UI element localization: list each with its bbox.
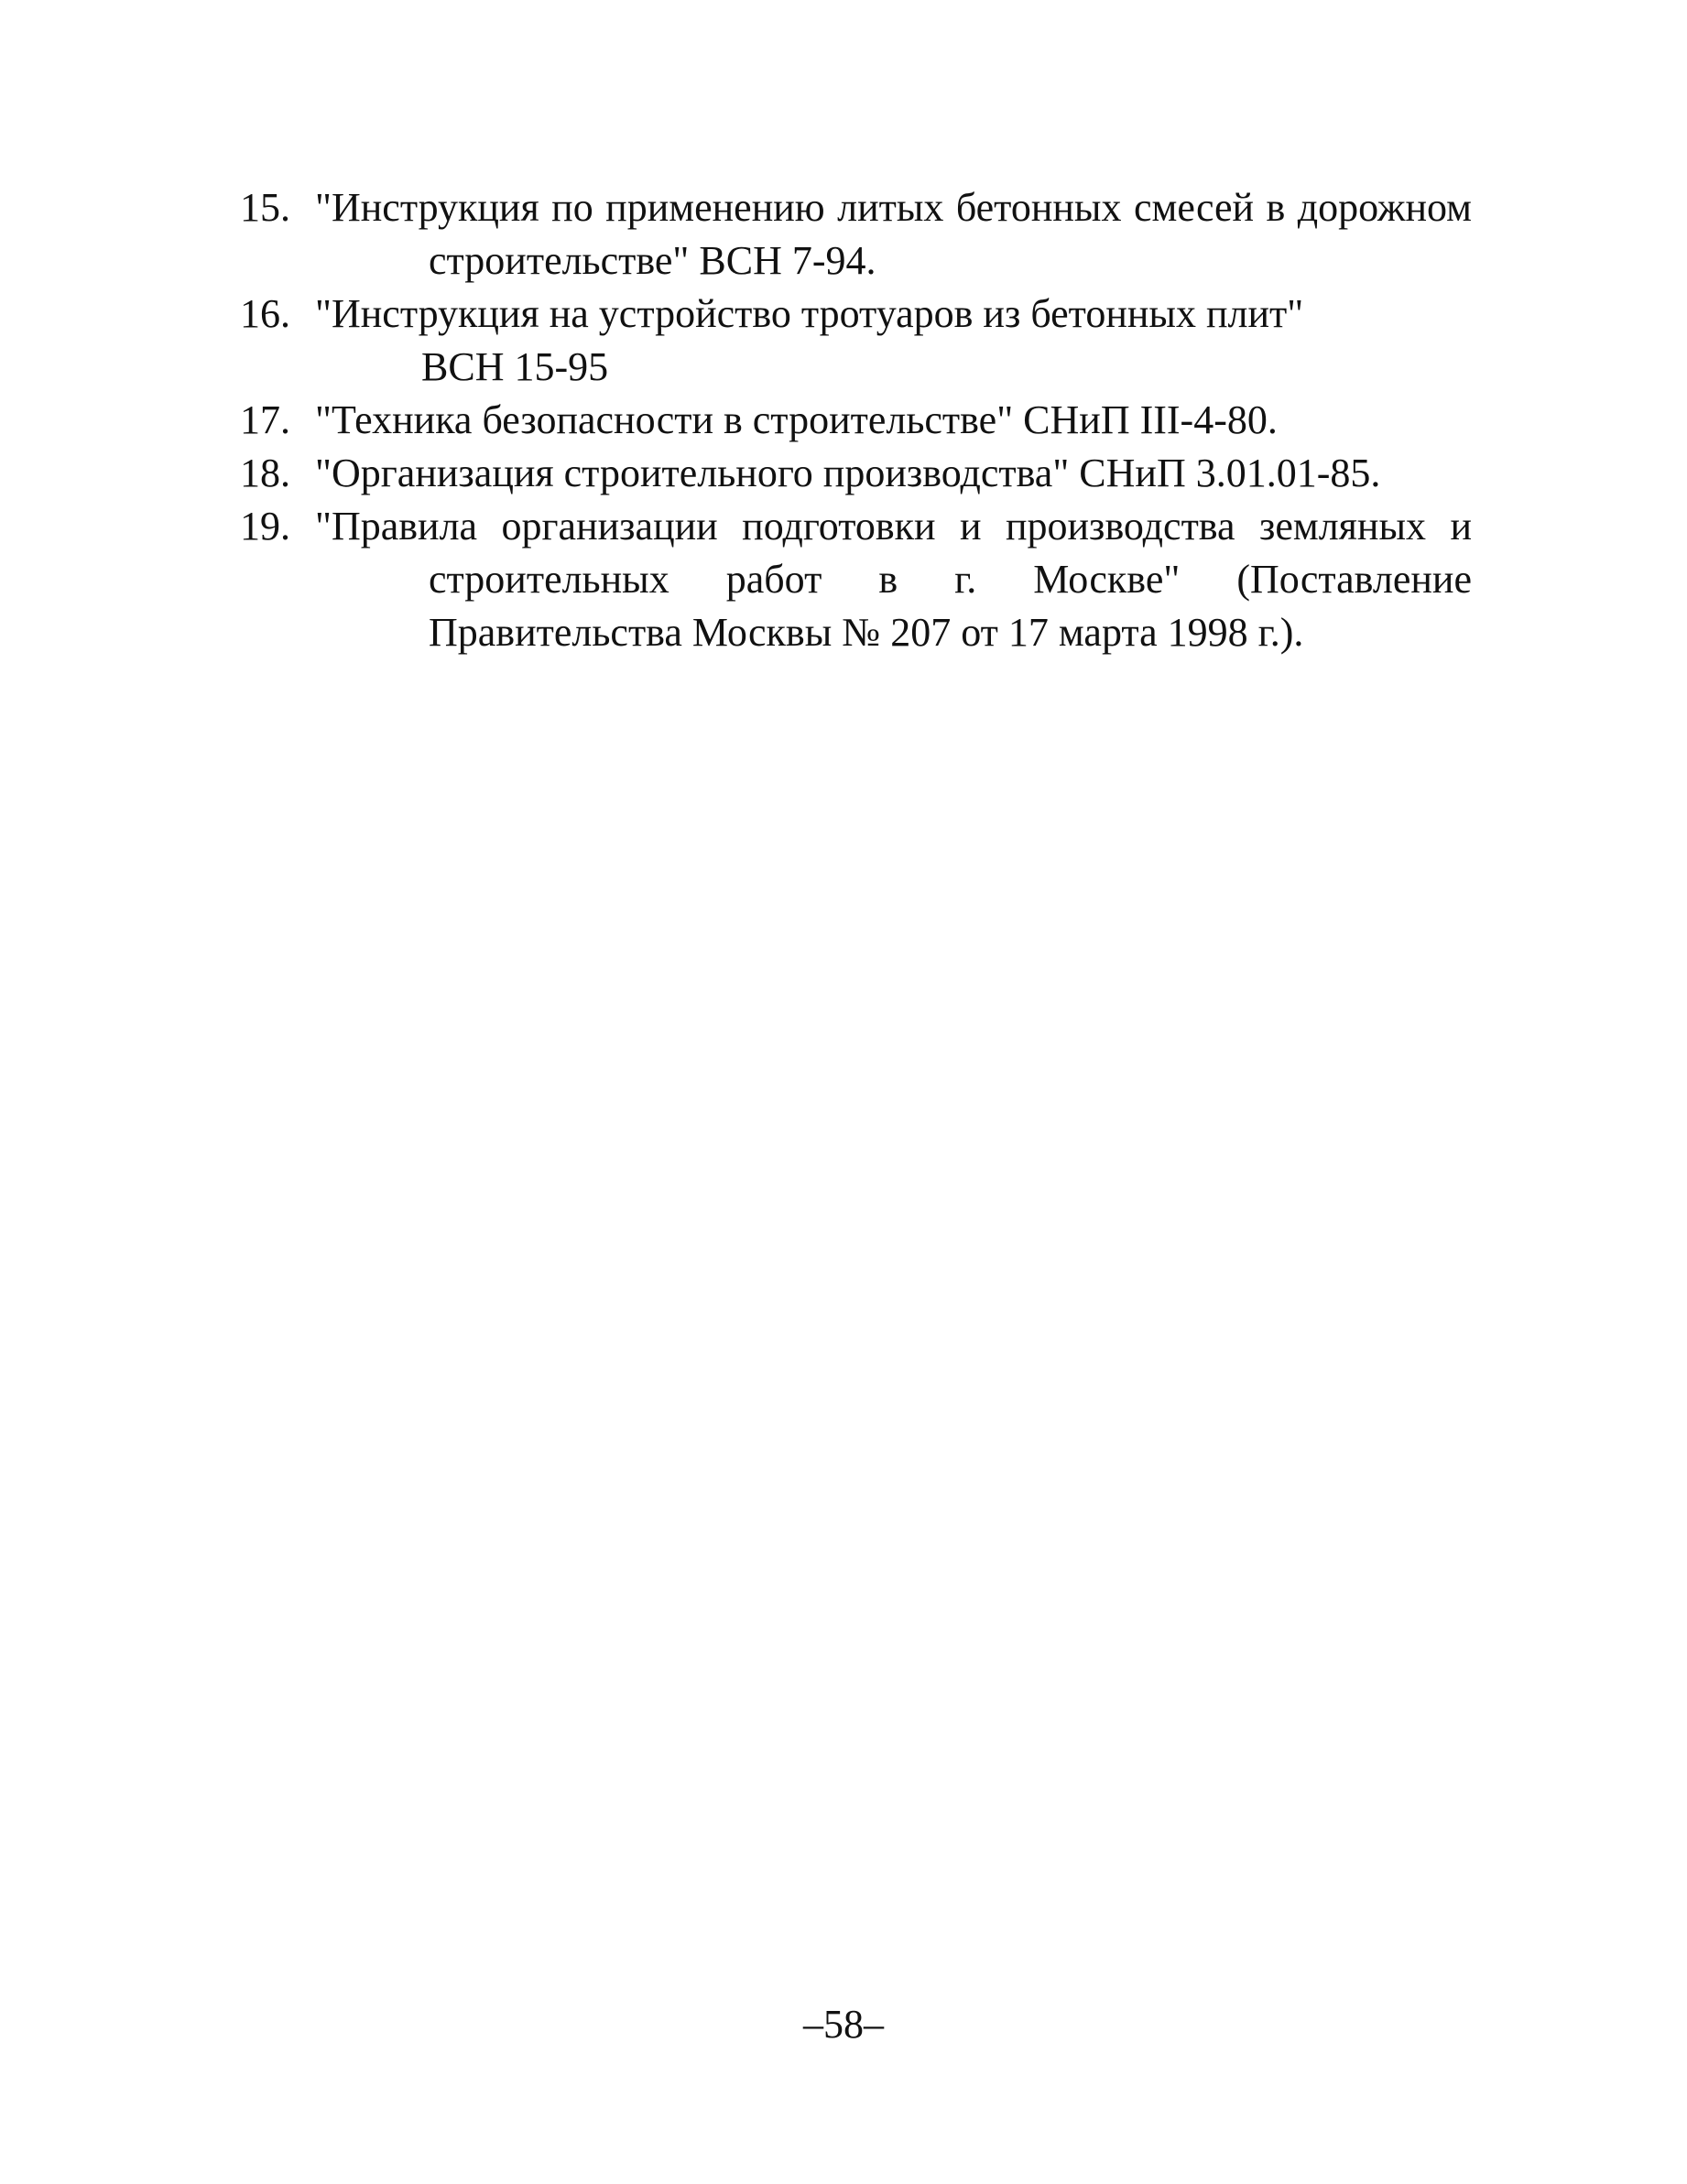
- reference-number: 19.: [240, 504, 290, 549]
- reference-number: 17.: [240, 397, 290, 442]
- reference-list: [240, 181, 1472, 659]
- reference-number: 16.: [240, 291, 290, 336]
- list-item: [240, 500, 1472, 659]
- reference-line: [240, 500, 1472, 553]
- list-item: [240, 181, 1472, 288]
- reference-text: "Техника безопасности в строительстве" СНиП III-4-80.: [315, 397, 1278, 442]
- reference-line: [240, 397, 1278, 442]
- list-item: [240, 394, 1472, 447]
- reference-line: [240, 451, 1380, 495]
- reference-number: 18.: [240, 451, 290, 495]
- reference-text: "Инструкция по применению литых бетонных смесей в дорожном: [315, 185, 1472, 230]
- reference-text: "Правила организации подготовки и производства земляных и: [315, 504, 1472, 549]
- list-item: [240, 447, 1472, 500]
- reference-continuation: строительных работ в г. Москве" (Поставление: [429, 557, 1472, 602]
- reference-continuation: ВСН 15-95: [421, 344, 609, 389]
- reference-continuation: Правительства Москвы № 207 от 17 марта 1998 г.).: [429, 610, 1304, 655]
- list-item: [240, 288, 1472, 394]
- reference-number: 15.: [240, 185, 290, 230]
- reference-text: "Организация строительного производства" СНиП 3.01.01-85.: [315, 451, 1381, 495]
- page-number: –58–: [803, 2002, 884, 2047]
- reference-line: [240, 291, 1303, 336]
- reference-line: [240, 181, 1472, 234]
- reference-continuation: строительстве" ВСН 7-94.: [429, 238, 876, 283]
- reference-text: "Инструкция на устройство тротуаров из бетонных плит": [315, 291, 1304, 336]
